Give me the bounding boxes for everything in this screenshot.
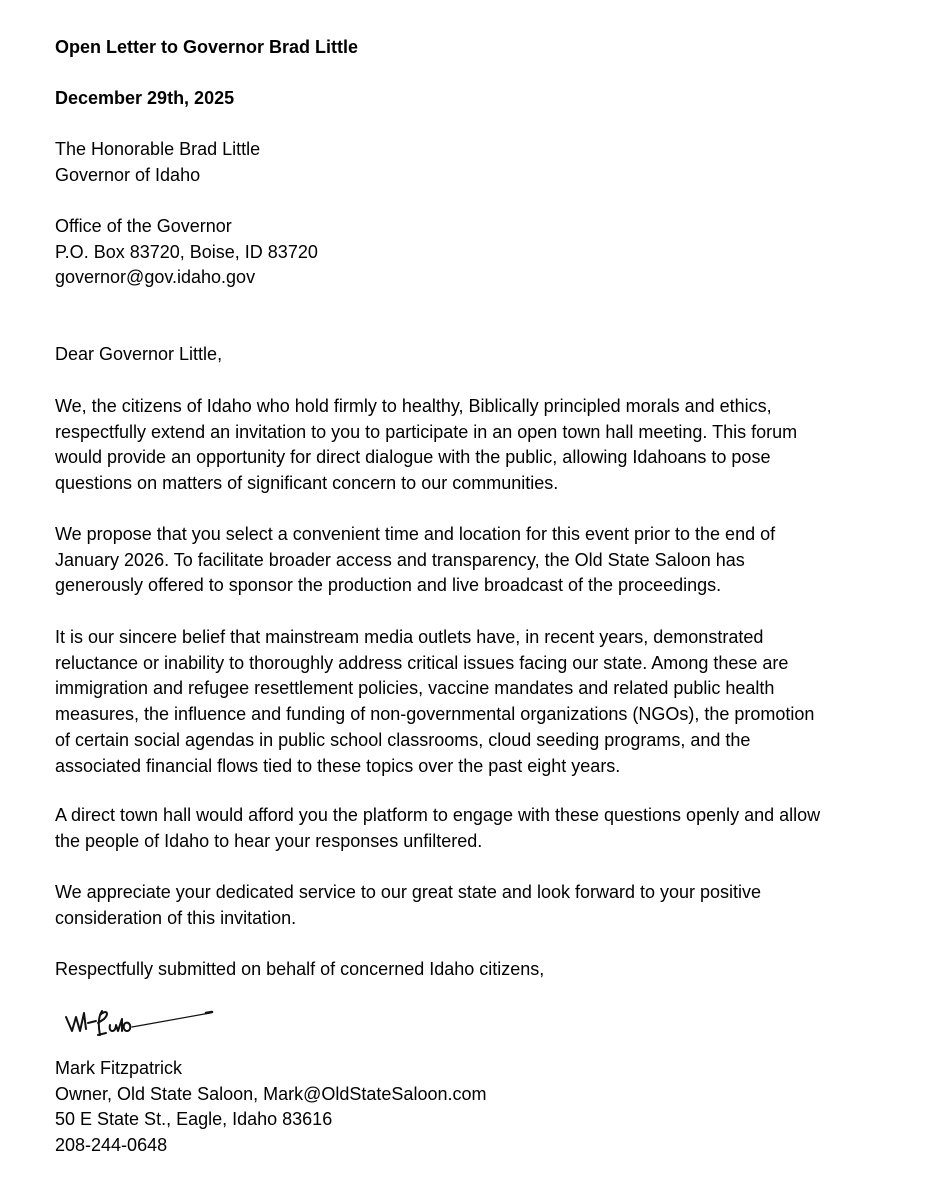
text-line: immigration and refugee resettlement policies, vaccine mandates and related public health — [55, 678, 775, 699]
text-line: generously offered to sponsor the production and live broadcast of the proceedings. — [55, 575, 722, 596]
paragraph-4 — [55, 803, 820, 854]
signer-title-email: Owner, Old State Saloon, Mark@OldStateSaloon.com — [55, 1083, 487, 1104]
signer-phone: 208-244-0648 — [55, 1135, 168, 1156]
letter-title: Open Letter to Governor Brad Little — [55, 37, 359, 57]
recipient-line: The Honorable Brad Little — [55, 139, 261, 159]
paragraph-2 — [55, 522, 775, 599]
text-line: respectfully extend an invitation to you to participate in an open town hall meeting. This forum — [55, 421, 798, 442]
paragraph-3 — [55, 625, 814, 779]
office-address-block — [55, 214, 318, 291]
text-line: We appreciate your dedicated service to our great state and look forward to your positive — [55, 882, 762, 902]
paragraph-5 — [55, 880, 761, 931]
text-line: A direct town hall would afford you the platform to engage with these questions openly and allow — [55, 805, 821, 825]
text-line: would provide an opportunity for direct dialogue with the public, allowing Idahoans to pose — [55, 447, 771, 468]
text-line: It is our sincere belief that mainstream media outlets have, in recent years, demonstrated — [55, 627, 764, 647]
text-line: consideration of this invitation. — [55, 907, 297, 928]
text-line: measures, the influence and funding of non-governmental organizations (NGOs), the promotion — [55, 704, 815, 725]
text-line: reluctance or inability to thoroughly address critical issues facing our state. Among these are — [55, 652, 789, 673]
recipient-block — [55, 137, 260, 188]
paragraph-1 — [55, 394, 797, 497]
salutation: Dear Governor Little, — [55, 344, 223, 364]
recipient-line: Governor of Idaho — [55, 164, 201, 185]
office-email: governor@gov.idaho.gov — [55, 267, 256, 288]
text-line: associated financial flows tied to these topics over the past eight years. — [55, 755, 621, 776]
text-line: the people of Idaho to hear your responses unfiltered. — [55, 830, 483, 851]
closing: Respectfully submitted on behalf of concerned Idaho citizens, — [55, 959, 545, 979]
text-line: We, the citizens of Idaho who hold firmly to healthy, Biblically principled morals and ethics, — [55, 396, 772, 416]
letter-date: December 29th, 2025 — [55, 88, 235, 108]
text-line: We propose that you select a convenient time and location for this event prior to the end of — [55, 524, 776, 544]
signer-block — [55, 1056, 486, 1159]
text-line: January 2026. To facilitate broader access and transparency, the Old State Saloon has — [55, 549, 745, 570]
text-line: questions on matters of significant concern to our communities. — [55, 473, 559, 494]
office-line: Office of the Governor — [55, 216, 232, 236]
text-line: of certain social agendas in public school classrooms, cloud seeding programs, and the — [55, 729, 751, 750]
office-line: P.O. Box 83720, Boise, ID 83720 — [55, 241, 318, 262]
signature-image — [62, 1003, 222, 1043]
signer-address: 50 E State St., Eagle, Idaho 83616 — [55, 1109, 333, 1130]
signer-name: Mark Fitzpatrick — [55, 1058, 183, 1078]
